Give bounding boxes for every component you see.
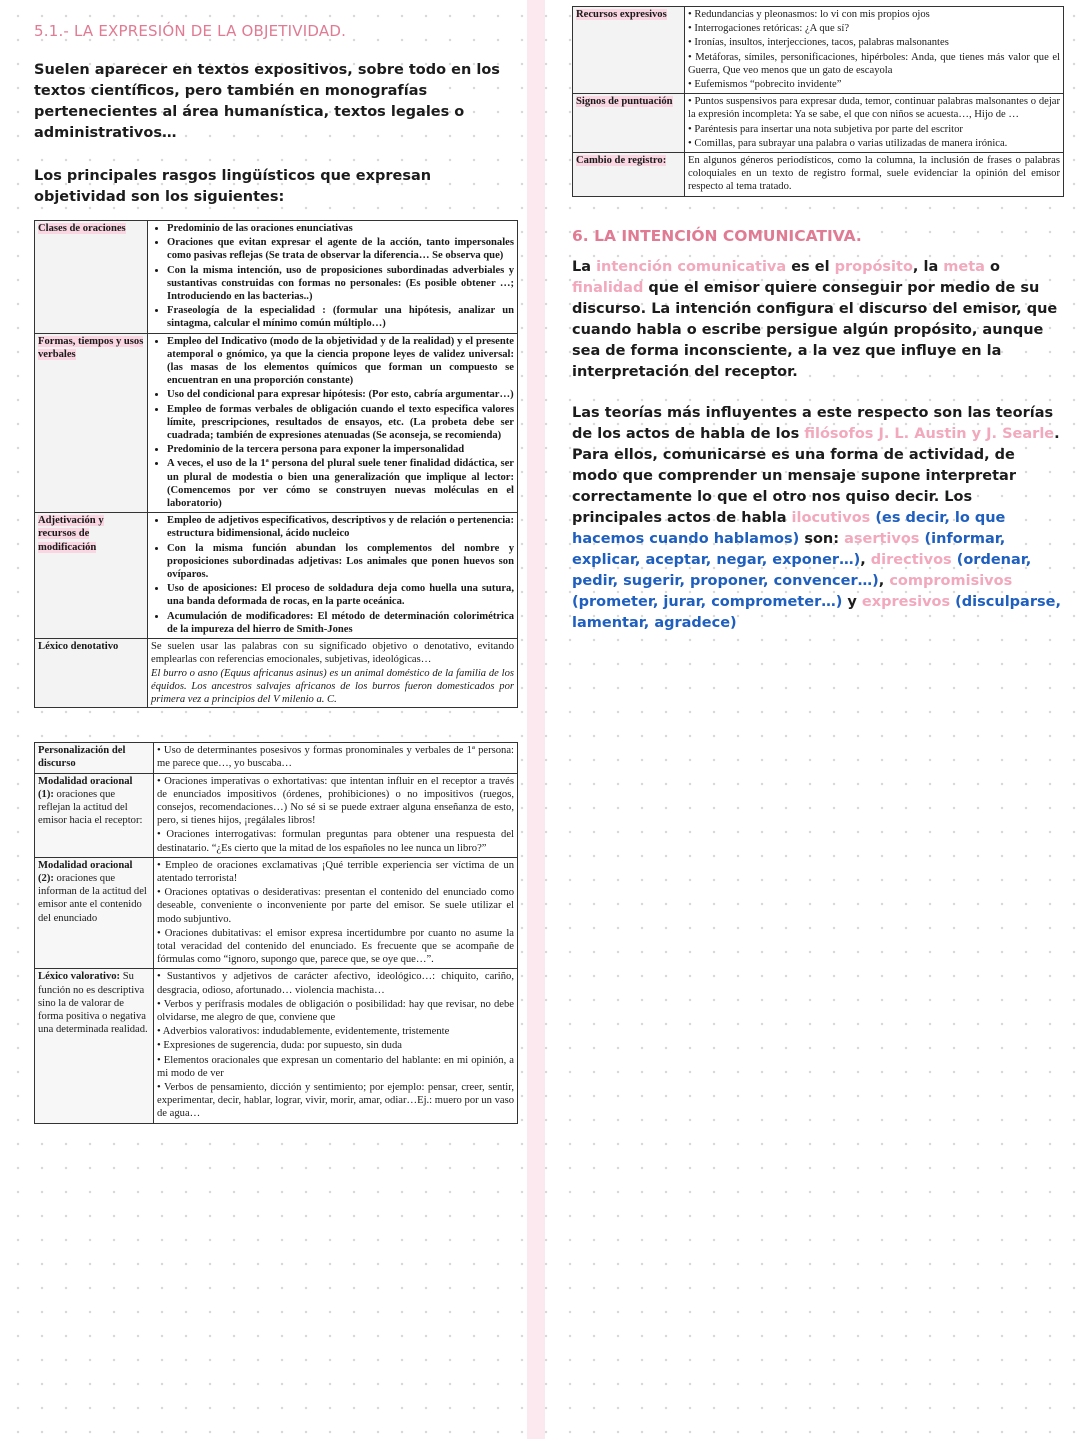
row-label-personalizacion: Personalización del discurso bbox=[35, 743, 154, 773]
list-item: • Con la misma función abundan los complementos del nombre y proposiciones subordinadas adjetivas: Los animales que ponen huevos son ovíparos. bbox=[167, 542, 514, 582]
row-content-adjetivacion bbox=[148, 513, 518, 639]
list-item: • Sustantivos y adjetivos de carácter afectivo, ideológico…: chiquito, cariño, desgracia, odioso, afortunado… violencia machista… bbox=[157, 971, 514, 996]
intencion-paragraph-2: Las teorías más influyentes a este respecto son las teorías de los actos de habla de los filósofos J. L. Austin y J. Searle. Para ellos, comunicarse es una forma de actividad, de modo que comprender un mensaje supone interpretar correctamente lo que el otro nos quiso decir. Los principales actos de habla ilocutivos (es decir, lo que hacemos cuando hablamos) son: asertivos (informar, explicar, aceptar, negar, exponer…), directivos (ordenar, pedir, sugerir, proponer, convencer…), compromisivos (prometer, jurar, comprometer…) y expresivos (disculparse, lamentar, agradece) bbox=[572, 404, 1061, 631]
row-content-clases bbox=[148, 221, 518, 334]
table-row bbox=[35, 743, 518, 773]
table-row bbox=[35, 333, 518, 513]
list-item: • Paréntesis para insertar una nota subjetiva por parte del escritor bbox=[688, 123, 963, 135]
list-item: • Empleo de oraciones exclamativas ¡Qué terrible experiencia ser víctima de un atentado terrorista! bbox=[157, 859, 514, 884]
row-content-lexico bbox=[148, 639, 518, 708]
table-row bbox=[35, 857, 518, 969]
list-item: • Predominio de la tercera persona para exponer la impersonalidad bbox=[167, 443, 514, 456]
lexico-example: El burro o asno (Equus africanus asinus) es un animal doméstico de la familia de los équidos. Los ancestros salvajes africanos de los burros fueron domesticados por primera vez a principios del V milenio a. C. bbox=[151, 667, 514, 705]
list-item: • Fraseología de la especialidad : (formular una hipótesis, analizar un sintagma, calcular el mínimo común múltiplo…) bbox=[167, 304, 514, 330]
list-item: • Acumulación de modificadores: El método de determinación colorimétrica de la impureza del hierro de Smith-Jones bbox=[167, 610, 514, 636]
personalizacion-text: • Uso de determinantes posesivos y formas pronominales y verbales de 1ª persona: me parece que…, yo buscaba… bbox=[157, 745, 514, 770]
list-item: • Puntos suspensivos para expresar duda, temor, continuar palabras malsonantes o dejar la expresión incompleta: Ya se sabe, el que con niños se acuesta…, Hijo de … bbox=[688, 96, 1060, 121]
list-item: • Oraciones que evitan expresar el agente de la acción, tanto impersonales como pasivas reflejas (Se trata de observar la diferencia… Se observa que) bbox=[167, 236, 514, 262]
list-item: • Comillas, para subrayar una palabra o varias utilizadas de manera irónica. bbox=[688, 137, 1008, 149]
row-label-signos: Signos de puntuación bbox=[573, 94, 685, 153]
row-label-recursos: Recursos expresivos bbox=[573, 7, 685, 94]
list-item: • Interrogaciones retóricas: ¿A que sí? bbox=[688, 23, 850, 35]
recursos-table bbox=[572, 6, 1064, 197]
list-item: • Empleo del Indicativo (modo de la objetividad y de la realidad) y el presente atemporal o gnómico, ya que la ciencia propone leyes de validez universal: (las masas de los elementos químicos que forman un compuesto se encuentran en una proporción constante) bbox=[167, 335, 514, 388]
intro-paragraph-2: Los principales rasgos lingüísticos que expresan objetividad son los siguientes: bbox=[34, 168, 432, 205]
page-divider bbox=[527, 0, 545, 1439]
table-row bbox=[573, 7, 1064, 94]
list-item: • Predominio de las oraciones enunciativas bbox=[167, 222, 514, 235]
row-content-formas bbox=[148, 333, 518, 513]
intencion-paragraph-1: La intención comunicativa es el propósito, la meta o finalidad que el emisor quiere conseguir por medio de su discurso. La intención configura el discurso del emisor, que cuando habla o escribe persigue algún propósito, aunque sea de forma inconsciente, a la vez que influye en la interpretación del receptor. bbox=[572, 258, 1058, 380]
section-title-objetividad: 5.1.- LA EXPRESIÓN DE LA OBJETIVIDAD. bbox=[34, 22, 347, 40]
row-content-valorativo bbox=[154, 969, 518, 1123]
row-label-modalidad-2: Modalidad oracional (2): oraciones que informan de la actitud del emisor ante el contenido del enunciado bbox=[35, 857, 154, 969]
list-item: • Empleo de adjetivos especificativos, descriptivos y de relación o pertenencia: estructura bidimensional, ácido nucleico bbox=[167, 514, 514, 540]
row-label-lexico: Léxico denotativo bbox=[35, 639, 148, 708]
list-item: • Metáforas, símiles, personificaciones, hipérboles: Anda, que tienes más valor que el Guerra, Que veo menos que un gato de escayola bbox=[688, 51, 1060, 76]
row-content-registro bbox=[685, 153, 1064, 197]
list-item: • A veces, el uso de la 1ª persona del plural suele tener finalidad didáctica, ser un plural de modestia o bien una generalización que implique al lector: (Comencemos por ver cómo se construyen nuevas moléculas en el laboratorio) bbox=[167, 457, 514, 510]
intro-paragraph: Suelen aparecer en textos expositivos, sobre todo en los textos científicos, pero también en monografías pertenecientes al área humanística, textos legales o administrativos… bbox=[34, 62, 500, 141]
row-label-formas: Formas, tiempos y usos verbales bbox=[35, 333, 148, 513]
row-label-modalidad-1: Modalidad oracional (1): oraciones que reflejan la actitud del emisor hacia el receptor: bbox=[35, 773, 154, 857]
list-item: • Eufemismos “pobrecito invidente” bbox=[688, 79, 842, 91]
section-title-intencion: 6. LA INTENCIÓN COMUNICATIVA. bbox=[572, 226, 862, 245]
objetividad-table bbox=[34, 220, 518, 708]
row-content-modalidad-1 bbox=[154, 773, 518, 857]
table-row bbox=[35, 969, 518, 1123]
list-item: • Verbos y perífrasis modales de obligación o posibilidad: hay que revisar, no debe olvidarse, me alegro de que, conviene que bbox=[157, 998, 514, 1023]
right-column bbox=[572, 6, 1064, 634]
row-label-valorativo: Léxico valorativo: Su función no es descriptiva sino la de valorar de forma positiva o negativa una determinada realidad. bbox=[35, 969, 154, 1123]
left-column bbox=[34, 22, 518, 1124]
table-row bbox=[573, 94, 1064, 153]
table-row bbox=[35, 221, 518, 334]
row-content-recursos bbox=[685, 7, 1064, 94]
list-item: • Verbos de pensamiento, dicción y sentimiento; por ejemplo: pensar, creer, sentir, experimentar, decir, hablar, lograr, vivir, morir, amar, odiar…Ej.: muero por un vaso de agua… bbox=[157, 1081, 514, 1120]
list-item: • Adverbios valorativos: indudablemente, evidentemente, tristemente bbox=[157, 1026, 450, 1038]
list-item: • Con la misma intención, uso de proposiciones subordinadas adverbiales y sustantivas construidas con formas no personales: (Es posible obtener …; Introduciendo en las bacterias..) bbox=[167, 264, 514, 304]
list-item: • Empleo de formas verbales de obligación cuando el texto especifica valores límite, prescripciones, resultados de ensayos, etc. (La probeta debe ser cuadrada; también de expresiones atenuadas (Se aconseja, se recomienda) bbox=[167, 403, 514, 443]
list-item: • Elementos oracionales que expresan un comentario del hablante: en mi opinión, a mi modo de ver bbox=[157, 1054, 514, 1079]
list-item: • Oraciones optativas o desiderativas: presentan el contenido del enunciado como deseable, conveniente o inconveniente por parte del emisor. Se suele utilizar el modo subjuntivo. bbox=[157, 887, 514, 925]
subjetividad-table bbox=[34, 742, 518, 1123]
row-content-signos bbox=[685, 94, 1064, 153]
list-item: • Expresiones de sugerencia, duda: por supuesto, sin duda bbox=[157, 1040, 402, 1052]
table-row bbox=[35, 773, 518, 857]
table-row bbox=[35, 513, 518, 639]
list-item: • Oraciones imperativas o exhortativas: que intentan influir en el receptor a través de enunciados impositivos (órdenes, prohibiciones) o no impositivos (ruegos, consejos, recomendaciones…) No sé si se puede extraer alguna enseñanza de esto, pero, si tienes hijos, ¡regálales libros! bbox=[157, 775, 514, 827]
lexico-text: Se suelen usar las palabras con su significado objetivo o denotativo, evitando emplearlas con referencias emocionales, subjetivas, ideológicas… bbox=[151, 641, 514, 666]
row-content-personalizacion bbox=[154, 743, 518, 773]
list-item: • Oraciones dubitativas: el emisor expresa incertidumbre por cuanto no asume la total veracidad del contenido del enunciado. Es frecuente que se acompañe de fórmulas como “ignoro, supongo que, parece que, se oye que…”. bbox=[157, 927, 514, 966]
list-item: • Oraciones interrogativas: formulan preguntas para obtener una respuesta del destinatario. “¿Es cierto que la mitad de los españoles no lee nunca un libro?” bbox=[157, 829, 514, 854]
row-content-modalidad-2 bbox=[154, 857, 518, 969]
registro-text: En algunos géneros periodísticos, como la columna, la inclusión de frases o palabras coloquiales en un texto de registro formal, suele evidenciar la opinión del emisor respecto al tema tratado. bbox=[688, 155, 1060, 193]
row-label-adjetivacion: Adjetivación y recursos de modificación bbox=[35, 513, 148, 639]
table-row bbox=[35, 639, 518, 708]
list-item: • Ironías, insultos, interjecciones, tacos, palabras malsonantes bbox=[688, 37, 949, 49]
list-item: • Uso de aposiciones: El proceso de soldadura deja como huella una sutura, una banda deformada de rocas, en la parte oceánica. bbox=[167, 582, 514, 608]
list-item: • Redundancias y pleonasmos: lo vi con mis propios ojos bbox=[688, 9, 930, 20]
list-item: • Uso del condicional para expresar hipótesis: (Por esto, cabría argumentar…) bbox=[167, 388, 514, 401]
table-row bbox=[573, 153, 1064, 197]
row-label-registro: Cambio de registro: bbox=[573, 153, 685, 197]
row-label-clases: Clases de oraciones bbox=[35, 221, 148, 334]
